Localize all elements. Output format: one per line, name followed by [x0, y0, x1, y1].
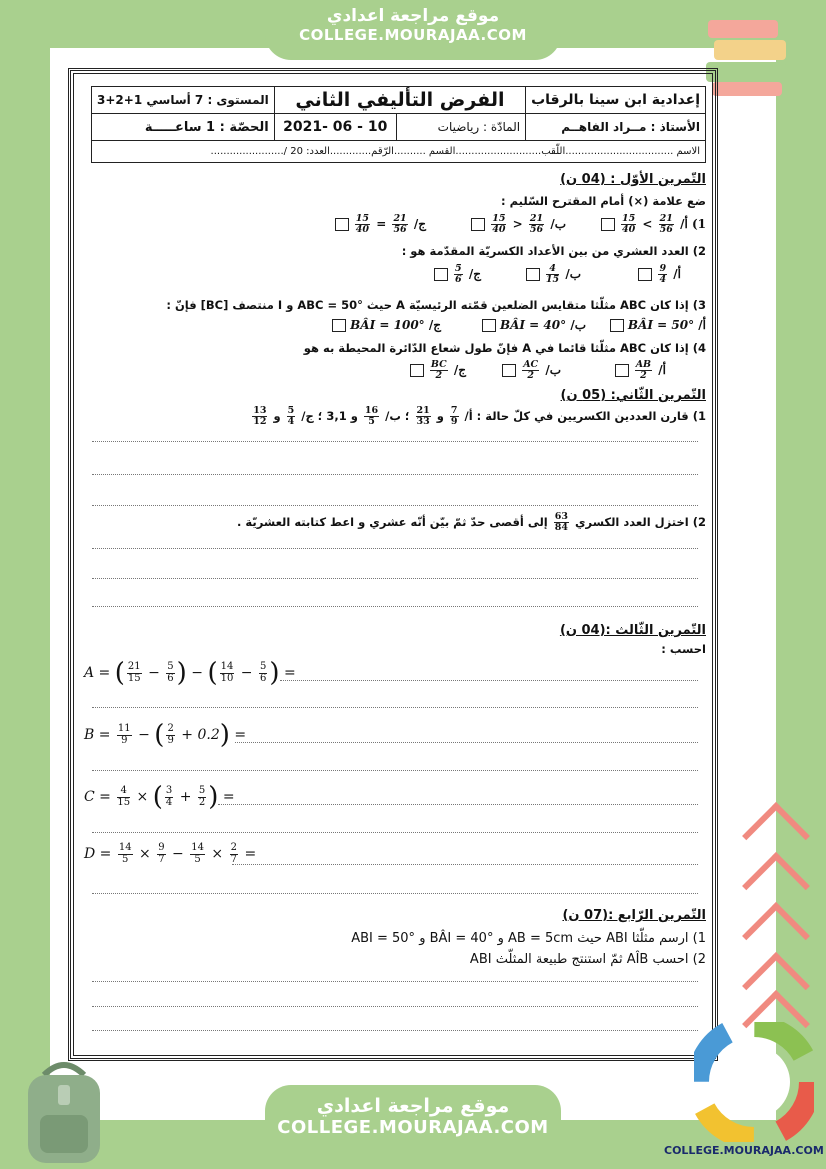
fraction: $\frac{2}{7}$ [230, 842, 237, 865]
expression-a: A = ( $\frac{21}{15}$ − $\frac{5}{6}$ ) − ( $\frac{14}{10}$ − $\frac{5}{6}$ ) = [84, 658, 296, 688]
banner-title: موقع مراجعة اعدادي [326, 6, 500, 26]
checkbox[interactable] [638, 268, 652, 281]
fraction: $\frac{16}{5}$ [364, 405, 379, 427]
fraction: $\frac{13}{12}$ [253, 405, 267, 427]
checkbox[interactable] [601, 218, 615, 231]
fraction: $\frac{BC}{2}$ [430, 359, 447, 381]
fraction: $\frac{11}{9}$ [117, 723, 131, 746]
fraction: $\frac{2}{9}$ [167, 723, 174, 746]
answer-line[interactable] [235, 742, 698, 743]
ex4-title: التّمرين الرّابع :(07 ن) [562, 908, 706, 923]
answer-line[interactable] [92, 770, 698, 771]
checkbox[interactable] [332, 319, 346, 332]
answer-line[interactable] [92, 832, 698, 833]
fraction: $\frac{4}{15}$ [545, 263, 560, 285]
exam-header-table [91, 86, 706, 163]
answer-line[interactable] [92, 578, 698, 579]
fraction: $\frac{14}{5}$ [118, 842, 132, 865]
ex1-q3-option-c[interactable]: ج/ BÂI = 100° [328, 318, 441, 332]
answer-line[interactable] [92, 1030, 698, 1031]
teacher: الأستاذ : مــراد الفاهــم [526, 114, 706, 141]
ex1-q2-option-b[interactable]: ب/ $\frac{4}{15}$ [522, 264, 581, 285]
answer-line[interactable] [92, 1006, 698, 1007]
ex1-q2-option-a[interactable]: أ/ $\frac{9}{4}$ [634, 264, 681, 285]
duration: الحصّة : 1 ساعـــــة [92, 114, 275, 141]
ex2-q1-text: 1) قارن العددين الكسريين في كلّ حالة : أ/ $\frac{7}{9}$ و $\frac{21}{33}$ ؛ ب/ $\frac{16}{5}$ و 3,1 ؛ ج/ $\frac{5}{4}$ و $\frac{13}{12}$ [253, 405, 706, 427]
answer-line[interactable] [280, 680, 698, 681]
backpack-icon [14, 1055, 114, 1167]
answer-line[interactable] [232, 864, 698, 865]
subject: المادّة : رياضيات [396, 114, 525, 141]
ex1-q1-option-b[interactable]: ب/ $\frac{15}{40}$ > $\frac{21}{56}$ [467, 214, 566, 235]
fraction: $\frac{21}{15}$ [127, 661, 141, 684]
answer-line[interactable] [92, 505, 698, 506]
fraction: $\frac{15}{40}$ [492, 213, 506, 235]
exam-date: 2021- 06 - 10 [274, 114, 396, 141]
site-logo-icon [694, 1022, 814, 1142]
checkbox[interactable] [526, 268, 540, 281]
answer-line[interactable] [92, 707, 698, 708]
ex4-q2-text: 2) احسب AÎB ثمّ استنتج طبيعة المثلّث ABI [469, 952, 706, 967]
ex1-q2-text: 2) العدد العشري من بين الأعداد الكسريّة المقدّمة هو : [401, 244, 706, 258]
student-info-line[interactable]: الاسم ..................................اللّقب...........................القسم ..........الرّقم.............العدد: 20 /....................... [92, 141, 706, 163]
bottom-banner [265, 1085, 561, 1169]
checkbox[interactable] [434, 268, 448, 281]
answer-line[interactable] [218, 804, 698, 805]
ex1-q3-option-a[interactable]: أ/ BÂI = 50° [606, 318, 706, 332]
exam-title: الفرض التأليفي الثاني [274, 87, 525, 114]
ex1-q3-text: 3) إذا كان ABC مثلّثا متقايس الضلعين قمّته الرئيسيّة A حيث ABC = 50° و I منتصف [BC] فإنّ : [166, 298, 706, 312]
ex1-q1-option-c[interactable]: ج/ $\frac{15}{40}$ = $\frac{21}{56}$ [331, 214, 426, 235]
fraction: $\frac{15}{40}$ [355, 213, 370, 235]
fraction: $\frac{5}{6}$ [167, 661, 174, 684]
school-name: إعدادية ابن سينا بالرقاب [526, 87, 706, 114]
fraction: $\frac{3}{4}$ [165, 785, 173, 808]
fraction: $\frac{21}{56}$ [659, 213, 673, 235]
fraction: $\frac{5}{6}$ [455, 263, 462, 285]
fraction: $\frac{21}{56}$ [529, 213, 544, 235]
banner-url[interactable]: COLLEGE.MOURAJAA.COM [299, 26, 527, 44]
checkbox[interactable] [610, 319, 624, 332]
checkbox[interactable] [335, 218, 349, 231]
fraction: $\frac{9}{4}$ [659, 263, 667, 285]
checkbox[interactable] [482, 319, 496, 332]
fraction: $\frac{21}{56}$ [393, 213, 407, 235]
ex2-title: التّمرين الثّاني: (05 ن) [560, 388, 706, 403]
ex3-instruction: احسب : [661, 642, 706, 656]
expression-b: B = $\frac{11}{9}$ − ( $\frac{2}{9}$ + 0.2) = [84, 720, 247, 750]
ex2-q2-text: 2) اختزل العدد الكسري $\frac{63}{84}$ إلى أقصى حدّ ثمّ بيّن أنّه عشري و اعط كتابته العشريّة . [237, 511, 706, 533]
fraction: $\frac{5}{4}$ [287, 405, 295, 427]
level: المستوى : 7 أساسي 1+2+3 [92, 87, 275, 114]
fraction: $\frac{15}{40}$ [621, 213, 636, 235]
ex1-q4-option-c[interactable]: ج/ $\frac{BC}{2}$ [406, 360, 466, 381]
ex1-title: التّمرين الأوّل : (04 ن) [560, 172, 706, 187]
top-banner [265, 0, 561, 60]
ex1-q1-option-a[interactable]: 1) أ/ $\frac{15}{40}$ < $\frac{21}{56}$ [597, 214, 706, 235]
checkbox[interactable] [410, 364, 424, 377]
fraction: $\frac{14}{10}$ [220, 661, 234, 684]
checkbox[interactable] [471, 218, 485, 231]
ex1-q3-option-b[interactable]: ب/ BÂI = 40° [478, 318, 586, 332]
ex4-q1-text: 1) ارسم مثلّثا ABI حيث AB = 5cm و BÂI = 40° و ABI = 50° [351, 931, 706, 946]
fraction: $\frac{21}{33}$ [416, 405, 430, 427]
fraction: $\frac{4}{15}$ [117, 785, 131, 808]
checkbox[interactable] [502, 364, 516, 377]
expression-d: D = $\frac{14}{5}$ × $\frac{9}{7}$ − $\frac{14}{5}$ × $\frac{2}{7}$ = [84, 842, 257, 865]
fraction: $\frac{AC}{2}$ [523, 359, 539, 381]
fraction: $\frac{63}{84}$ [554, 511, 568, 533]
fraction: $\frac{9}{7}$ [158, 842, 165, 865]
fraction: $\frac{7}{9}$ [450, 405, 458, 427]
ex1-q4-option-b[interactable]: ب/ $\frac{AC}{2}$ [498, 360, 561, 381]
ex1-instruction: ضع علامة (×) أمام المقترح السّليم : [501, 194, 706, 208]
answer-line[interactable] [92, 981, 698, 982]
fraction: $\frac{5}{6}$ [259, 661, 267, 684]
ex1-q2-option-c[interactable]: ج/ $\frac{5}{6}$ [430, 264, 481, 285]
answer-line[interactable] [92, 606, 698, 607]
banner-title: موقع مراجعة اعدادي [316, 1095, 510, 1117]
logo-caption[interactable]: COLLEGE.MOURAJAA.COM [664, 1144, 824, 1157]
fraction: $\frac{AB}{2}$ [635, 359, 652, 381]
banner-url[interactable]: COLLEGE.MOURAJAA.COM [277, 1117, 549, 1138]
ex3-title: التّمرين الثّالث :(04 ن) [559, 623, 706, 638]
checkbox[interactable] [615, 364, 629, 377]
answer-line[interactable] [92, 474, 698, 475]
ex1-q4-option-a[interactable]: أ/ $\frac{AB}{2}$ [611, 360, 666, 381]
fraction: $\frac{5}{2}$ [198, 785, 206, 808]
answer-line[interactable] [92, 548, 698, 549]
expression-c: C = $\frac{4}{15}$ × ( $\frac{3}{4}$ + $\frac{5}{2}$ ) = [84, 782, 235, 812]
answer-line[interactable] [92, 893, 698, 894]
answer-line[interactable] [92, 441, 698, 442]
ex1-q4-text: 4) إذا كان ABC مثلّثا قائما في A فإنّ طول شعاع الدّائرة المحيطة به هو [303, 341, 706, 355]
fraction: $\frac{14}{5}$ [191, 842, 204, 865]
